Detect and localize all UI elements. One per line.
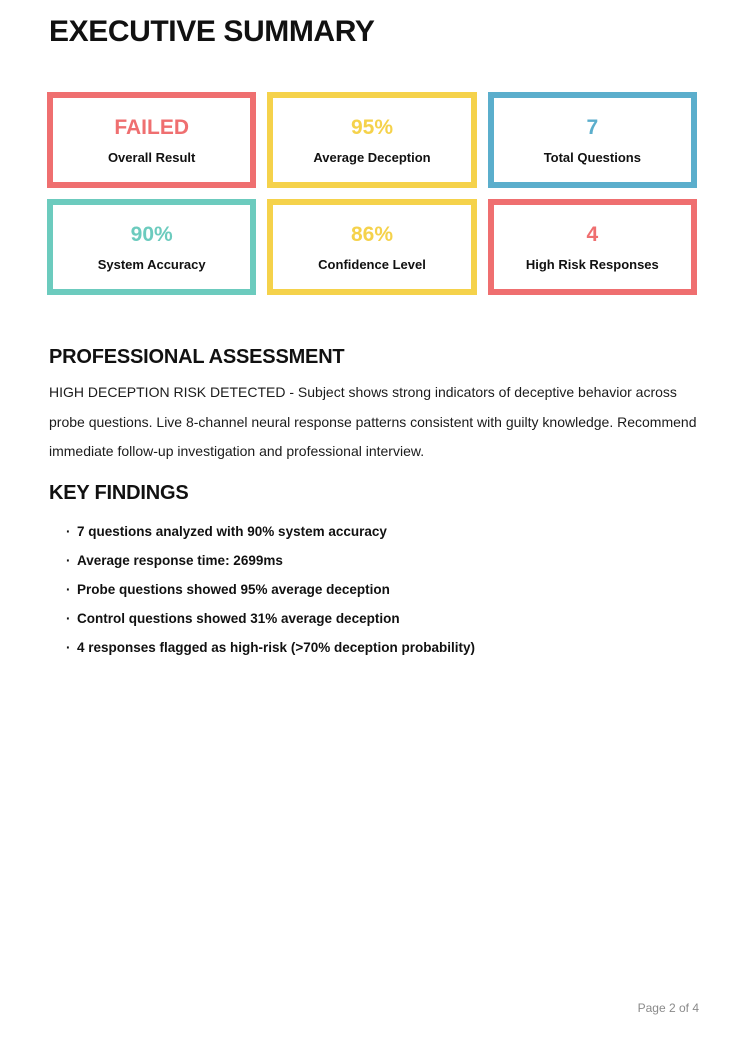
bullet-icon: · [66,582,71,597]
key-finding-text: 7 questions analyzed with 90% system accuracy [77,524,387,539]
key-finding-text: Control questions showed 31% average deception [77,611,400,626]
stat-label: Average Deception [313,149,431,165]
stat-label: Overall Result [107,149,196,165]
bullet-icon: · [66,553,71,568]
stat-card-average-deception [267,92,476,188]
key-finding-text: Probe questions showed 95% average deception [77,582,390,597]
stat-label: High Risk Responses [525,256,659,272]
key-finding-item [66,575,696,604]
stat-value: 95% [350,115,393,139]
stat-label: Confidence Level [318,256,426,272]
stat-card-overall-result [47,92,256,188]
page-title: EXECUTIVE SUMMARY [49,15,375,48]
stat-value: 90% [130,222,173,246]
stat-cards-grid [47,92,697,295]
key-finding-text: Average response time: 2699ms [77,553,283,568]
stat-label: Total Questions [543,149,641,165]
stat-value: 7 [586,115,599,139]
stat-label: System Accuracy [97,256,206,272]
bullet-icon: · [66,640,71,655]
key-findings-list [66,517,696,662]
bullet-icon: · [66,524,71,539]
key-finding-item [66,546,696,575]
key-finding-item [66,604,696,633]
assessment-heading: PROFESSIONAL ASSESSMENT [49,346,345,368]
stat-card-system-accuracy [47,199,256,295]
key-finding-item [66,633,696,662]
bullet-icon: · [66,611,71,626]
key-findings-heading: KEY FINDINGS [49,482,189,504]
stat-card-confidence-level [267,199,476,295]
assessment-body: HIGH DECEPTION RISK DETECTED - Subject shows strong indicators of deceptive behavior across probe questions. Live 8-channel neural response patterns consistent with guilty knowledge. Recommend immediate follow-up investigation and professional interview. [49,384,697,459]
stat-value: 4 [586,222,599,246]
stat-value: FAILED [114,115,189,139]
key-finding-text: 4 responses flagged as high-risk (>70% deception probability) [77,640,475,655]
stat-card-total-questions [488,92,697,188]
page-number: Page 2 of 4 [637,1001,699,1015]
key-finding-item [66,517,696,546]
stat-card-high-risk-responses [488,199,697,295]
stat-value: 86% [350,222,393,246]
